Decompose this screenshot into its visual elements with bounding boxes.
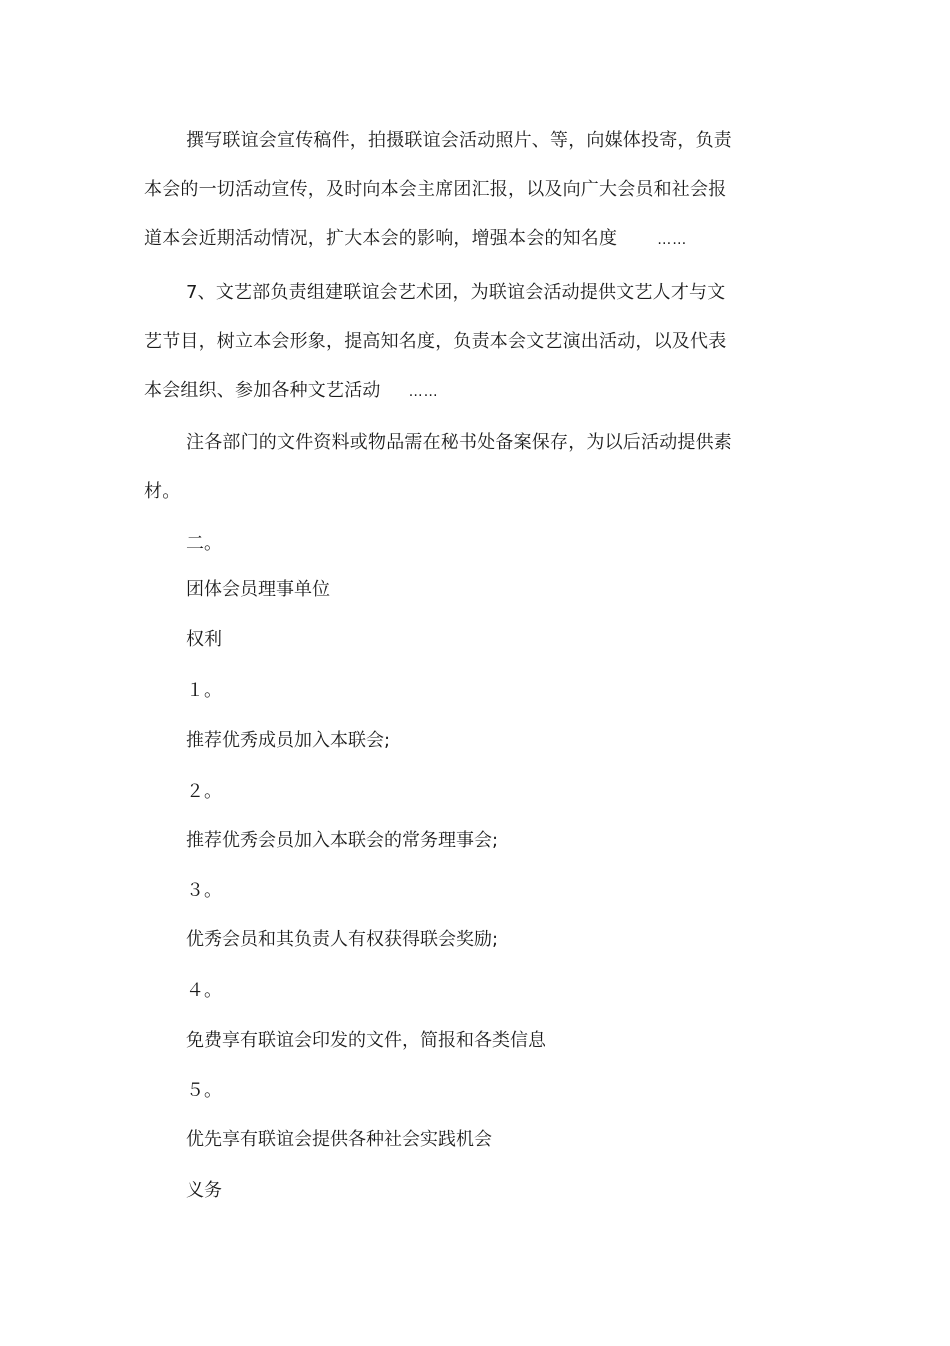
ellipsis: ……: [657, 232, 688, 248]
paragraph-line: 7、文艺部负责组建联谊会艺术团，为联谊会活动提供文艺人才与文: [186, 282, 726, 303]
heading-duties: 义务: [186, 1180, 222, 1201]
paragraph-line-text: 道本会近期活动情况，扩大本会的影响，增强本会的知名度: [144, 228, 618, 249]
paragraph-line: [144, 214, 764, 263]
paragraph-line: 注各部门的文件资料或物品需在秘书处备案保存，为以后活动提供素: [186, 432, 732, 453]
list-number: ３。: [186, 880, 222, 901]
list-item: 推荐优秀会员加入本联会的常务理事会;: [186, 830, 499, 851]
list-item: 优先享有联谊会提供各种社会实践机会: [186, 1129, 492, 1150]
paragraph-publicity: [144, 116, 764, 263]
paragraph-line: 艺节目，树立本会形象，提高知名度，负责本会文艺演出活动，以及代表: [144, 331, 727, 352]
ellipsis: ……: [408, 384, 439, 400]
section-heading-two: 二。: [186, 533, 222, 554]
list-number: ５。: [186, 1080, 222, 1101]
list-number: ４。: [186, 980, 222, 1001]
paragraph-line: 撰写联谊会宣传稿件，拍摄联谊会活动照片、等，向媒体投寄，负责: [186, 130, 732, 151]
heading-rights: 权利: [186, 629, 222, 650]
list-item: 优秀会员和其负责人有权获得联会奖励;: [186, 929, 499, 950]
list-number: ２。: [186, 781, 222, 802]
paragraph-line: 材。: [144, 481, 181, 502]
paragraph-line-text: 本会组织、参加各种文艺活动: [144, 380, 381, 401]
list-number: １。: [186, 680, 222, 701]
paragraph-line: 本会的一切活动宣传，及时向本会主席团汇报，以及向广大会员和社会报: [144, 179, 727, 200]
paragraph-archive-note: [144, 418, 764, 516]
list-item: 推荐优秀成员加入本联会;: [186, 730, 391, 751]
paragraph-line: [144, 366, 764, 415]
list-item: 免费享有联谊会印发的文件，简报和各类信息: [186, 1030, 546, 1051]
heading-group-member: 团体会员理事单位: [186, 579, 330, 600]
paragraph-arts-department: [144, 268, 764, 415]
